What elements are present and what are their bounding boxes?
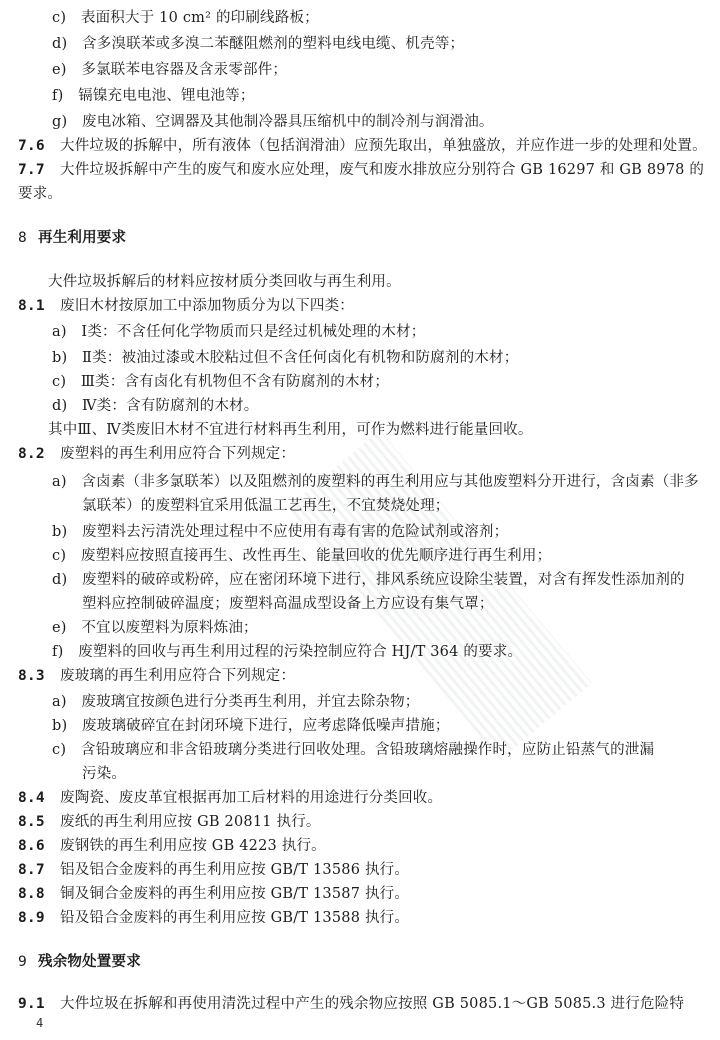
- section-heading-8: [18, 228, 126, 248]
- section-number: 8: [18, 230, 27, 246]
- list-item: g) 废电冰箱、空调器及其他制冷器具压缩机中的制冷剂与润滑油。: [52, 114, 494, 130]
- clause-number: 8.5: [18, 814, 45, 830]
- section-number: 9: [18, 954, 27, 970]
- list-item-continued: 氯联苯）的废塑料宜采用低温工艺再生，不宜焚烧处理；: [82, 498, 450, 514]
- clause-text: 大件垃圾拆解中产生的废气和废水应处理，废气和废水排放应分别符合 GB 16297 和 GB 8978 的: [60, 162, 705, 178]
- clause-8-1: [18, 296, 354, 316]
- clause-text: 铜及铜合金废料的再生利用应按 GB/T 13587 执行。: [60, 886, 410, 902]
- clause-8-6: [18, 836, 326, 856]
- clause-8-8: [18, 884, 409, 904]
- clause-number: 7.7: [18, 162, 45, 178]
- list-item: d) 含多溴联苯或多溴二苯醚阻燃剂的塑料电线电缆、机壳等；: [52, 36, 465, 52]
- clause-text: 废钢铁的再生利用应按 GB 4223 执行。: [60, 838, 326, 854]
- section-title: 再生利用要求: [38, 230, 127, 246]
- paragraph: 其中Ⅲ、Ⅳ类废旧木材不宜进行材料再生利用，可作为燃料进行能量回收。: [48, 422, 533, 438]
- clause-text: 废玻璃的再生利用应符合下列规定：: [60, 668, 296, 684]
- clause-text: 废塑料的再生利用应符合下列规定：: [60, 446, 296, 462]
- clause-text: 大件垃圾的拆解中，所有液体（包括润滑油）应预先取出，单独盛放，并应作进一步的处理和处置。: [60, 138, 707, 154]
- list-item: c) 表面积大于 10 cm² 的印刷线路板；: [52, 10, 319, 26]
- clause-8-7: [18, 860, 409, 880]
- clause-text: 大件垃圾在拆解和再使用清洗过程中产生的残余物应按照 GB 5085.1～GB 5085.3 进行危险特: [60, 996, 685, 1012]
- clause-number: 9.1: [18, 996, 45, 1012]
- list-item: b) 废玻璃破碎宜在封闭环境下进行，应考虑降低噪声措施；: [52, 718, 450, 734]
- list-item: d) 废塑料的破碎或粉碎，应在密闭环境下进行，排风系统应设除尘装置，对含有挥发性添加剂的: [52, 572, 685, 588]
- clause-number: 8.4: [18, 790, 45, 806]
- list-item: f) 废塑料的回收与再生利用过程的污染控制应符合 HJ/T 364 的要求。: [52, 644, 523, 660]
- clause-text: 铝及铝合金废料的再生利用应按 GB/T 13586 执行。: [60, 862, 410, 878]
- clause-number: 8.1: [18, 298, 45, 314]
- list-item: a) Ⅰ类：不含任何化学物质而只是经过机械处理的木材；: [52, 324, 426, 340]
- list-item: e) 不宜以废塑料为原料炼油；: [52, 620, 258, 636]
- clause-text: 废纸的再生利用应按 GB 20811 执行。: [60, 814, 321, 830]
- clause-text-continued: 要求。: [18, 186, 63, 202]
- section-title: 残余物处置要求: [38, 954, 141, 970]
- section-heading-9: [18, 952, 141, 972]
- clause-8-5: [18, 812, 321, 832]
- page-number: 4: [36, 1016, 44, 1030]
- paragraph: 大件垃圾拆解后的材料应按材质分类回收与再生利用。: [48, 274, 401, 290]
- list-item: b) 废塑料去污清洗处理过程中不应使用有毒有害的危险试剂或溶剂；: [52, 524, 509, 540]
- clause-text: 废陶瓷、废皮革宜根据再加工后材料的用途进行分类回收。: [60, 790, 443, 806]
- clause-text: 铅及铅合金废料的再生利用应按 GB/T 13588 执行。: [60, 910, 410, 926]
- clause-9-1: [18, 994, 684, 1014]
- clause-number: 8.3: [18, 668, 45, 684]
- list-item: a) 含卤素（非多氯联苯）以及阻燃剂的废塑料的再生利用应与其他废塑料分开进行，含卤素（非多: [52, 474, 699, 490]
- list-item: c) 废塑料应按照直接再生、改性再生、能量回收的优先顺序进行再生利用；: [52, 548, 552, 564]
- clause-text: 废旧木材按原加工中添加物质分为以下四类：: [60, 298, 354, 314]
- clause-7-7: [18, 160, 704, 180]
- list-item: e) 多氯联苯电容器及含汞零部件；: [52, 62, 288, 78]
- list-item: c) 含铅玻璃应和非含铅玻璃分类进行回收处理。含铅玻璃熔融操作时，应防止铅蒸气的泄漏: [52, 742, 655, 758]
- clause-number: 8.6: [18, 838, 45, 854]
- clause-8-2: [18, 444, 295, 464]
- list-item: b) Ⅱ类：被油过漆或木胶粘过但不含任何卤化有机物和防腐剂的木材；: [52, 350, 519, 366]
- clause-8-9: [18, 908, 409, 928]
- list-item: f) 镉镍充电电池、锂电池等；: [52, 88, 255, 104]
- list-item-continued: 污染。: [82, 766, 127, 782]
- clause-number: 8.8: [18, 886, 45, 902]
- clause-8-4: [18, 788, 442, 808]
- list-item: c) Ⅲ类：含有卤化有机物但不含有防腐剂的木材；: [52, 374, 390, 390]
- clause-number: 8.7: [18, 862, 45, 878]
- list-item-continued: 塑料应控制破碎温度；废塑料高温成型设备上方应设有集气罩；: [82, 596, 494, 612]
- clause-number: 8.2: [18, 446, 45, 462]
- clause-7-6: [18, 136, 707, 156]
- list-item: d) Ⅳ类：含有防腐剂的木材。: [52, 398, 259, 414]
- clause-number: 7.6: [18, 138, 45, 154]
- list-item: a) 废玻璃宜按颜色进行分类再生利用，并宜去除杂物；: [52, 694, 420, 710]
- clause-8-3: [18, 666, 295, 686]
- clause-number: 8.9: [18, 910, 45, 926]
